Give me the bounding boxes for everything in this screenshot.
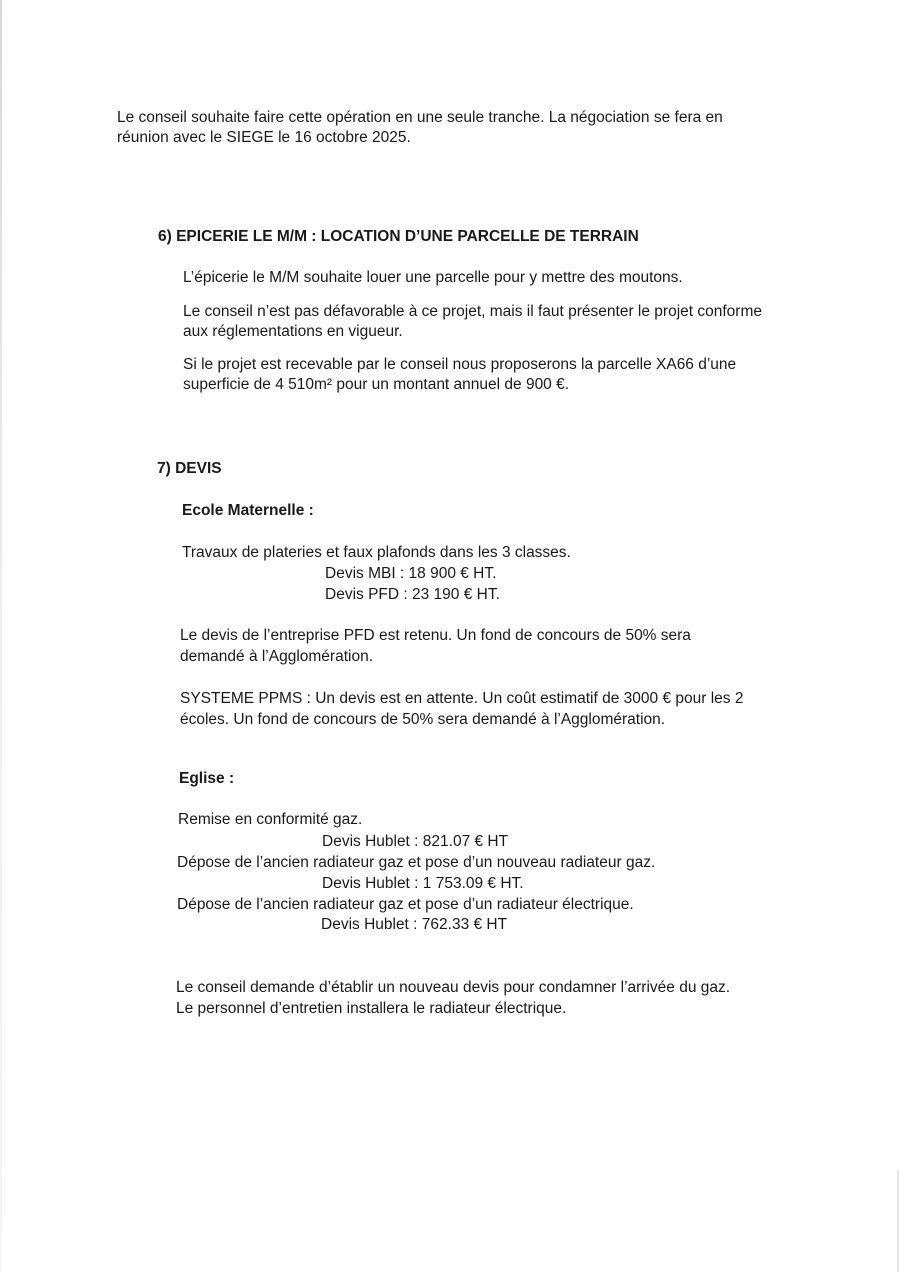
eglise-quote-1: Devis Hublet : 821.07 € HT — [322, 833, 509, 850]
eglise-quote-3: Devis Hublet : 762.33 € HT — [321, 916, 508, 933]
section-6-heading: 6) EPICERIE LE M/M : LOCATION D’UNE PARCELLE DE TERRAIN — [158, 228, 639, 245]
eglise-quote-2: Devis Hublet : 1 753.09 € HT. — [322, 875, 524, 892]
section-6-paragraph-3-line-1: Si le projet est recevable par le conseil nous proposerons la parcelle XA66 d’une — [183, 356, 737, 373]
eglise-item-3: Dépose de l’ancien radiateur gaz et pose d’un radiateur électrique. — [177, 896, 634, 913]
ecole-decision-line-2: demandé à l’Agglomération. — [180, 648, 374, 665]
eglise-title: Eglise : — [179, 770, 235, 787]
eglise-item-1: Remise en conformité gaz. — [178, 811, 363, 828]
section-6-paragraph-2-line-2: aux réglementations en vigueur. — [183, 323, 403, 340]
section-6-paragraph-1: L’épicerie le M/M souhaite louer une parcelle pour y mettre des moutons. — [183, 269, 683, 286]
section-7-heading: 7) DEVIS — [157, 460, 222, 477]
eglise-item-2: Dépose de l’ancien radiateur gaz et pose d’un nouveau radiateur gaz. — [177, 854, 656, 871]
page-edge-left — [0, 0, 2, 1272]
section-6-paragraph-3-line-2: superficie de 4 510m² pour un montant annuel de 900 €. — [183, 376, 570, 393]
eglise-conclusion-line-2: Le personnel d’entretien installera le radiateur électrique. — [176, 1000, 567, 1017]
ecole-work-description: Travaux de plateries et faux plafonds dans les 3 classes. — [182, 544, 571, 561]
ecole-ppms-line-2: écoles. Un fond de concours de 50% sera demandé à l’Agglomération. — [180, 711, 666, 728]
eglise-conclusion-line-1: Le conseil demande d’établir un nouveau devis pour condamner l’arrivée du gaz. — [176, 979, 731, 996]
intro-line-1: Le conseil souhaite faire cette opération en une seule tranche. La négociation se fera en — [117, 109, 723, 126]
ecole-maternelle-title: Ecole Maternelle : — [182, 502, 314, 519]
ecole-quote-pfd: Devis PFD : 23 190 € HT. — [325, 586, 500, 603]
ecole-decision-line-1: Le devis de l’entreprise PFD est retenu. Un fond de concours de 50% sera — [180, 627, 691, 644]
intro-line-2: réunion avec le SIEGE le 16 octobre 2025. — [117, 129, 411, 146]
section-6-paragraph-2-line-1: Le conseil n’est pas défavorable à ce projet, mais il faut présenter le projet conforme — [183, 303, 762, 320]
ecole-quote-mbi: Devis MBI : 18 900 € HT. — [325, 565, 497, 582]
ecole-ppms-line-1: SYSTEME PPMS : Un devis est en attente. Un coût estimatif de 3000 € pour les 2 — [180, 690, 744, 707]
